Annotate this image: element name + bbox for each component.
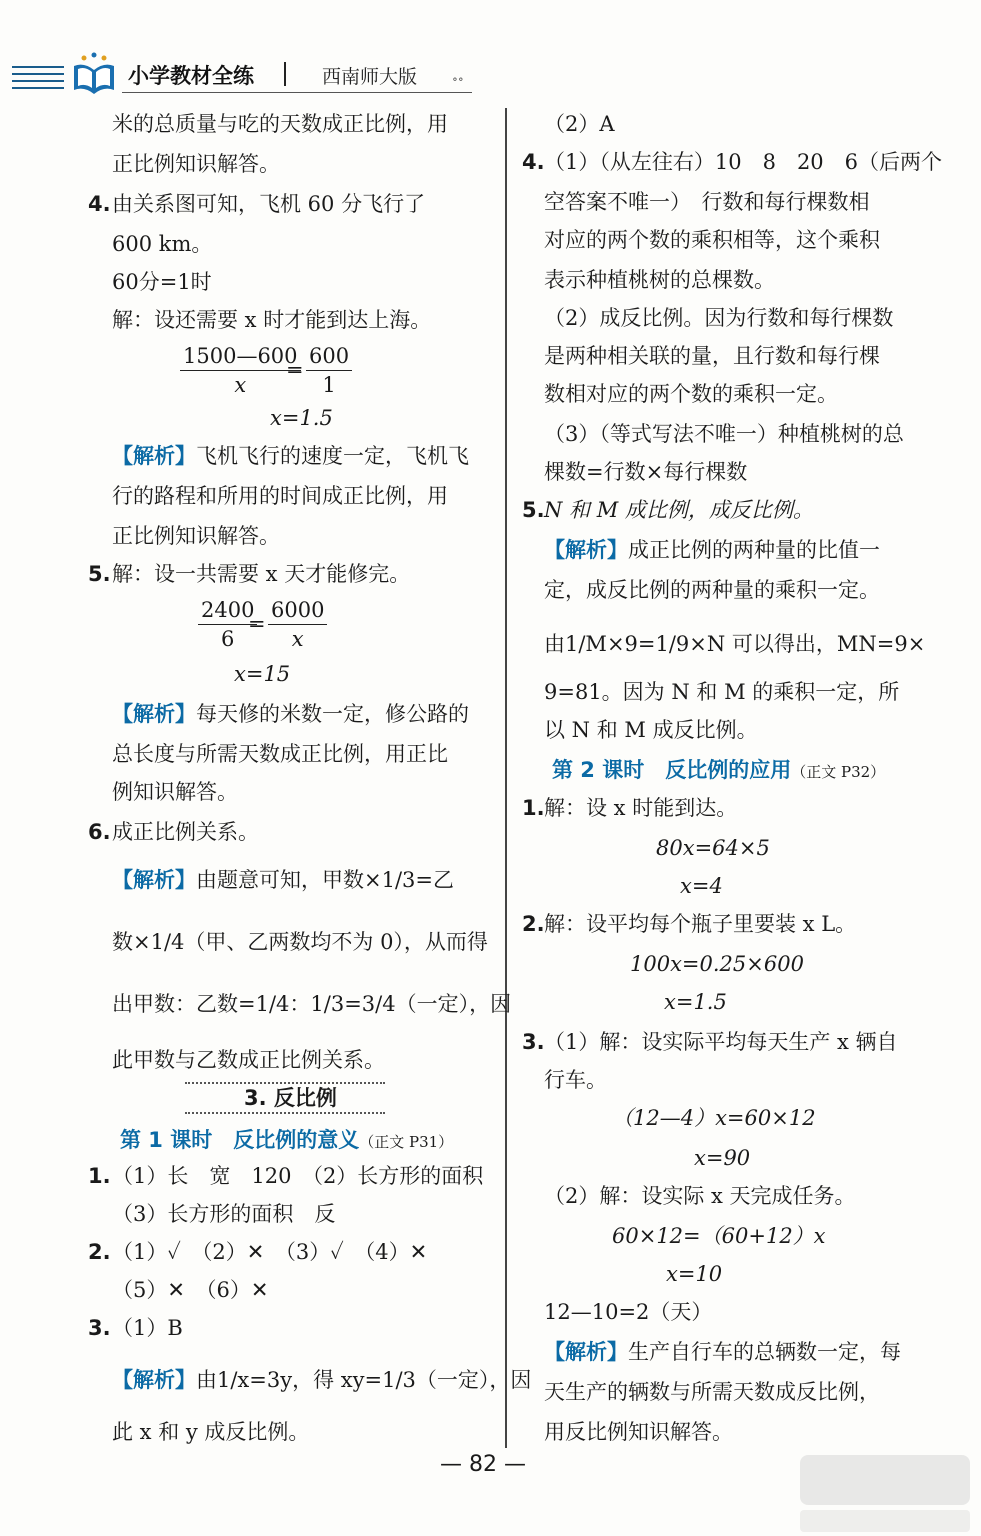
question-number: 4. xyxy=(88,192,111,216)
text-line: 正比例知识解答。 xyxy=(112,524,280,548)
text-line: 解：设还需要 x 时才能到达上海。 xyxy=(112,308,432,332)
text-line: 由1/M×9=1/9×N 可以得出，MN=9× xyxy=(544,632,926,656)
header-separator xyxy=(284,62,286,86)
text-line: 由题意可知，甲数×1/3=乙 xyxy=(196,868,454,892)
analysis-tag: 【解析】 xyxy=(544,538,628,562)
result: x=1.5 xyxy=(664,990,727,1014)
text-line: 表示种植桃树的总棵数。 xyxy=(544,268,775,292)
header-publisher: 西南师大版 xyxy=(322,66,418,88)
text-line: 是两种相关联的量，且行数和每行棵 xyxy=(544,344,880,368)
text-line: 成正比例的两种量的比值一 xyxy=(628,538,880,562)
text-line: 以 N 和 M 成反比例。 xyxy=(544,718,758,742)
text-line: 米的总质量与吃的天数成正比例，用 xyxy=(112,112,448,136)
text-line: N 和 M 成比例，成反比例。 xyxy=(544,498,814,522)
equation: 100x=0.25×600 xyxy=(630,952,804,976)
text-line: 此 x 和 y 成反比例。 xyxy=(112,1420,310,1444)
equation: （12—4）x=60×12 xyxy=(612,1106,816,1130)
text-line: 定，成反比例的两种量的乘积一定。 xyxy=(544,578,880,602)
analysis-tag: 【解析】 xyxy=(112,868,196,892)
text-line: （1）B xyxy=(112,1316,183,1340)
question-number: 3. xyxy=(522,1030,545,1054)
text-line: （1）解：设实际平均每天生产 x 辆自 xyxy=(544,1030,898,1054)
text-line: 解：设 x 时能到达。 xyxy=(544,796,738,820)
text-line: 解：设平均每个瓶子里要装 x L。 xyxy=(544,912,857,936)
text-line: 成正比例关系。 xyxy=(112,820,259,844)
text-line: （1）✓ （2）✕ （3）✓ （4）✕ xyxy=(112,1240,428,1264)
text-line: 例知识解答。 xyxy=(112,780,238,804)
text-line: 由关系图可知，飞机 60 分飞行了 xyxy=(112,192,426,216)
text-line: （2）A xyxy=(544,112,615,136)
text-line: 空答案不唯一） 行数和每行棵数相 xyxy=(544,190,870,214)
fraction: $\frac{2400}{6}$ xyxy=(198,596,257,653)
result: x=4 xyxy=(680,874,723,898)
lesson-title: 第 1 课时 反比例的意义（正文 P31） xyxy=(120,1128,454,1152)
fraction: $\frac{600}{1}$ xyxy=(306,342,352,399)
header-title: 小学教材全练 xyxy=(128,64,254,88)
text-line: （1）（从左往右）10 8 20 6（后两个 xyxy=(544,150,943,174)
text-line: 12—10=2（天） xyxy=(544,1300,713,1324)
text-line: （2）成反比例。因为行数和每行棵数 xyxy=(544,306,894,330)
text-line: 对应的两个数的乘积相等，这个乘积 xyxy=(544,228,880,252)
text-line: （3）（等式写法不唯一）种植桃树的总 xyxy=(544,422,904,446)
question-number: 5. xyxy=(88,562,111,586)
column-divider xyxy=(505,108,507,1448)
result: x=10 xyxy=(666,1262,723,1286)
text-line: （2）解：设实际 x 天完成任务。 xyxy=(544,1184,856,1208)
result: x=1.5 xyxy=(270,406,333,430)
text-line: 9=81。因为 N 和 M 的乘积一定，所 xyxy=(544,680,900,704)
text-line: 解：设一共需要 x 天才能修完。 xyxy=(112,562,411,586)
question-number: 5. xyxy=(522,498,545,522)
page-number: — 82 — xyxy=(440,1452,526,1477)
equation: 60×12=（60+12）x xyxy=(612,1224,826,1248)
text-line: 行的路程和所用的时间成正比例，用 xyxy=(112,484,448,508)
question-number: 3. xyxy=(88,1316,111,1340)
text-line: 每天修的米数一定，修公路的 xyxy=(196,702,469,726)
text-line: 此甲数与乙数成正比例关系。 xyxy=(112,1048,385,1072)
question-number: 1. xyxy=(522,796,545,820)
question-number: 2. xyxy=(88,1240,111,1264)
result: x=15 xyxy=(234,662,291,686)
question-number: 2. xyxy=(522,912,545,936)
text-line: 行车。 xyxy=(544,1068,607,1092)
question-number: 6. xyxy=(88,820,111,844)
book-logo-icon xyxy=(70,52,118,96)
text-line: 飞机飞行的速度一定，飞机飞 xyxy=(196,444,469,468)
analysis-tag: 【解析】 xyxy=(112,1368,196,1392)
analysis-tag: 【解析】 xyxy=(112,702,196,726)
text-line: （5）✕ （6）✕ xyxy=(112,1278,269,1302)
text-line: 数相对应的两个数的乘积一定。 xyxy=(544,382,838,406)
text-line: 正比例知识解答。 xyxy=(112,152,280,176)
result: x=90 xyxy=(694,1146,751,1170)
text-line: 棵数=行数×每行棵数 xyxy=(544,460,748,484)
header-dots-icon: ∘∘ xyxy=(452,72,464,86)
text-line: 天生产的辆数与所需天数成反比例， xyxy=(544,1380,880,1404)
fraction: $\frac{6000}{x}$ xyxy=(268,596,327,653)
text-line: （1）长 宽 120 （2）长方形的面积 xyxy=(112,1164,484,1188)
text-line: 出甲数：乙数=1/4：1/3=3/4（一定），因 xyxy=(112,992,512,1016)
text-line: 60分=1时 xyxy=(112,270,212,294)
equals: = xyxy=(248,612,266,636)
question-number: 1. xyxy=(88,1164,111,1188)
header-rule xyxy=(122,92,472,93)
section-title: 3. 反比例 xyxy=(244,1086,337,1110)
section-rule-bottom xyxy=(185,1112,385,1114)
text-line: 生产自行车的总辆数一定，每 xyxy=(628,1340,901,1364)
lesson-title: 第 2 课时 反比例的应用（正文 P32） xyxy=(552,758,886,782)
equation: 80x=64×5 xyxy=(656,836,770,860)
text-line: 600 km。 xyxy=(112,232,213,256)
header-lines xyxy=(12,66,64,94)
text-line: （3）长方形的面积 反 xyxy=(112,1202,336,1226)
page-header xyxy=(12,52,472,102)
analysis-tag: 【解析】 xyxy=(112,444,196,468)
question-number: 4. xyxy=(522,150,545,174)
watermark-logo-icon xyxy=(800,1455,970,1535)
analysis-tag: 【解析】 xyxy=(544,1340,628,1364)
text-line: 数×1/4（甲、乙两数均不为 0），从而得 xyxy=(112,930,488,954)
text-line: 总长度与所需天数成正比例，用正比 xyxy=(112,742,448,766)
text-line: 由1/x=3y，得 xy=1/3（一定），因 xyxy=(196,1368,532,1392)
text-line: 用反比例知识解答。 xyxy=(544,1420,733,1444)
equals: = xyxy=(286,358,304,382)
fraction: $\frac{1500—600}{x}$ xyxy=(180,342,301,399)
